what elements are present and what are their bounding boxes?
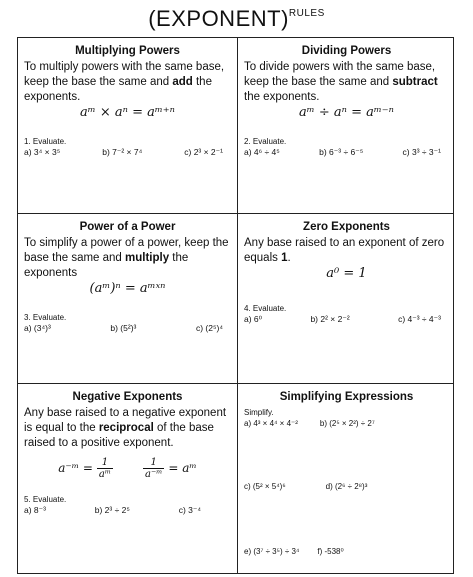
- simplify-row-3: [244, 546, 449, 557]
- exercise-row-1: [24, 147, 231, 158]
- simplify-row-1: [244, 418, 449, 429]
- cell-zero-exponents: [238, 214, 455, 383]
- desc-negative-exponents: Any base raised to a negative exponent is equal to the reciprocal of the base raised to a positive exponent.: [24, 407, 227, 449]
- exercise-3a: a) (3⁴)³: [24, 323, 51, 333]
- exercise-row-3: [24, 323, 231, 334]
- cell-negative-exponents: [18, 384, 237, 574]
- exercise-4c: c) 4⁻³ ÷ 4⁻³: [398, 314, 441, 324]
- simplify-e: e) (3⁷ ÷ 3⁵) ÷ 3⁴: [244, 547, 300, 556]
- simplify-label: Simplify.: [244, 408, 274, 417]
- desc-dividing-powers: To divide powers with the same base, keep the base the same and subtract the exponents.: [244, 61, 438, 103]
- exercise-1c: c) 2³ × 2⁻¹: [184, 147, 223, 157]
- desc-power-of-a-power: To simplify a power of a power, keep the base the same and multiply the exponents: [24, 237, 229, 279]
- exercise-4b: b) 2² × 2⁻²: [310, 314, 350, 324]
- exercise-4a: a) 6⁰: [244, 314, 263, 324]
- formula-multiplying: aᵐ × aⁿ = aᵐ⁺ⁿ: [80, 105, 175, 120]
- simplify-a: a) 4³ × 4⁴ × 4⁻²: [244, 419, 298, 428]
- desc-zero-exponents: Any base raised to an exponent of zero equals 1.: [244, 237, 445, 264]
- cell-multiplying-powers: [18, 38, 237, 213]
- simplify-c: c) (5² × 5⁴)⁶: [244, 482, 286, 491]
- title-text: (EXPONENT): [148, 6, 289, 31]
- formula-dividing: aᵐ ÷ aⁿ = aᵐ⁻ⁿ: [299, 105, 394, 120]
- desc-multiplying-powers: To multiply powers with the same base, keep the base the same and add the exponents.: [24, 61, 225, 103]
- cell-simplifying-expressions: [238, 384, 455, 574]
- exercise-3c: c) (2⁵)⁴: [195, 323, 223, 333]
- heading-multiplying-powers: Multiplying Powers: [75, 45, 180, 57]
- evaluate-label-5: 5. Evaluate.: [24, 495, 67, 504]
- evaluate-label-4: 4. Evaluate.: [244, 304, 287, 313]
- exercise-5a: a) 8⁻³: [24, 505, 46, 515]
- evaluate-label-3: 3. Evaluate.: [24, 313, 67, 322]
- simplify-f: f) -538⁰: [317, 547, 344, 556]
- fraction-2: $\frac{1}{\text{a⁻ᵐ}}$: [145, 457, 163, 480]
- title-superscript: RULES: [288, 8, 325, 19]
- simplify-row-2: [244, 481, 449, 492]
- exercise-row-5: [24, 505, 231, 516]
- formula-zero: a⁰ = 1: [326, 266, 367, 281]
- fraction-1: $\frac{1}{\text{aᵐ}}$: [98, 457, 112, 480]
- exercise-2c: c) 3³ ÷ 3⁻¹: [402, 147, 441, 157]
- exercise-2a: a) 4⁶ ÷ 4⁵: [244, 147, 280, 157]
- formula-power-of-power: (aᵐ)ⁿ = aᵐˣⁿ: [89, 281, 166, 296]
- exercise-3b: b) (5²)³: [110, 323, 137, 333]
- exercise-1a: a) 3⁴ × 3⁵: [24, 147, 61, 157]
- formula-negative: a⁻ᵐ = $\frac{1}{\text{aᵐ}}$ $\frac{1}{\text{a⁻ᵐ}}$ = aᵐ: [58, 457, 197, 480]
- evaluate-label-2: 2. Evaluate.: [244, 137, 287, 146]
- heading-power-of-a-power: Power of a Power: [79, 221, 176, 233]
- exercise-row-2: [244, 147, 449, 158]
- exercise-row-4: [244, 314, 449, 325]
- heading-zero-exponents: Zero Exponents: [303, 221, 390, 233]
- heading-simplifying-expressions: Simplifying Expressions: [279, 391, 414, 403]
- heading-negative-exponents: Negative Exponents: [72, 391, 183, 403]
- exercise-1b: b) 7⁻² × 7⁴: [102, 147, 143, 157]
- exercise-5c: c) 3⁻⁴: [178, 505, 201, 515]
- simplify-d: d) (2⁶ ÷ 2⁸)³: [325, 482, 368, 491]
- cell-power-of-a-power: [18, 214, 237, 383]
- page-title: [0, 6, 473, 32]
- cell-dividing-powers: [238, 38, 455, 213]
- exercise-2b: b) 6⁻³ ÷ 6⁻⁵: [319, 147, 364, 157]
- rules-grid: [17, 37, 454, 574]
- evaluate-label-1: 1. Evaluate.: [24, 137, 67, 146]
- simplify-b: b) (2⁵ × 2²) ÷ 2⁷: [319, 419, 375, 428]
- heading-dividing-powers: Dividing Powers: [301, 45, 392, 57]
- exercise-5b: b) 2³ ÷ 2⁵: [94, 505, 130, 515]
